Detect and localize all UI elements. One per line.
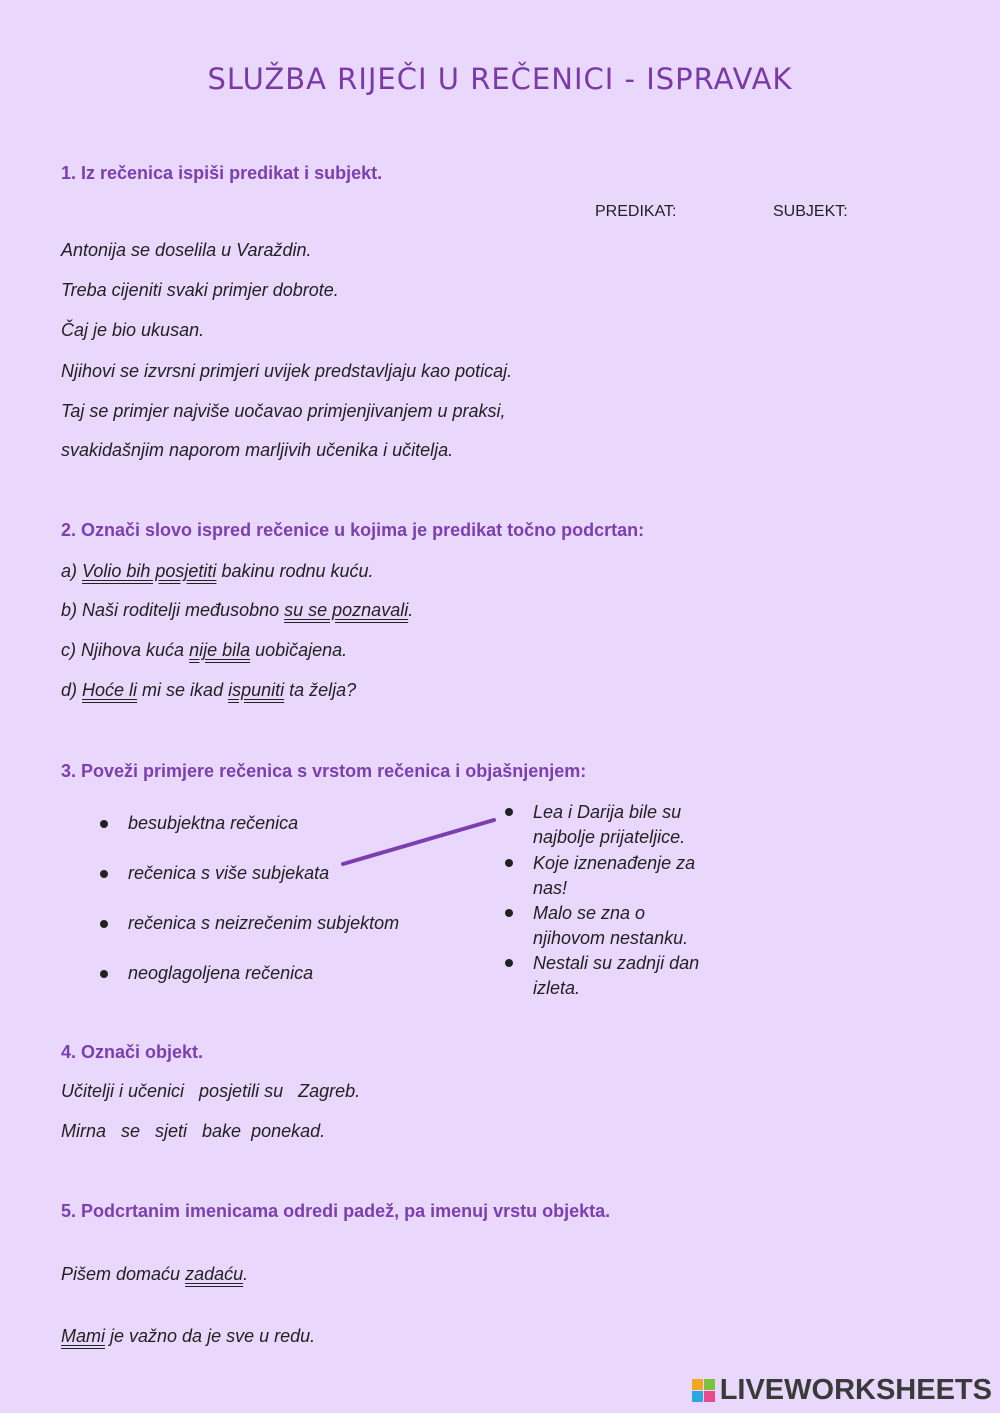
bullet-icon xyxy=(100,920,108,928)
task2-option-a[interactable] xyxy=(61,561,374,582)
match-right-label-3: Malo se zna o njihovom nestanku. xyxy=(533,903,689,948)
option-c-rest: uobičajena. xyxy=(250,640,348,660)
match-left-item-2[interactable] xyxy=(100,863,329,884)
task5-sentence-1 xyxy=(61,1264,248,1285)
liveworksheets-logo-icon xyxy=(692,1379,716,1403)
match-right-label-4: Nestali su zadnji dan izleta. xyxy=(533,953,700,998)
task5-heading: 5. Podcrtanim imenicama odredi padež, pa imenuj vrstu objekta. xyxy=(61,1201,611,1221)
bullet-icon xyxy=(100,820,108,828)
match-right-item-2[interactable] xyxy=(505,851,718,901)
option-d-underlined-1: Hoće li xyxy=(82,680,138,700)
option-d-rest: ta želja? xyxy=(284,680,357,700)
option-d-middle: mi se ikad xyxy=(137,680,229,700)
option-a-underlined: Volio bih posjetiti xyxy=(82,561,217,581)
task1-sentence-6: svakidašnjim naporom marljivih učenika i učitelja. xyxy=(61,440,454,460)
task5-s2-underlined: Mami xyxy=(61,1326,105,1346)
task5-sentence-2 xyxy=(61,1326,315,1347)
task1-sentence-2: Treba cijeniti svaki primjer dobrote. xyxy=(61,280,339,300)
match-right-item-1[interactable] xyxy=(505,800,718,850)
match-left-label-1: besubjektna rečenica xyxy=(128,813,299,833)
task2-option-c[interactable] xyxy=(61,640,347,661)
task2-option-d[interactable] xyxy=(61,680,356,701)
task1-sentence-5: Taj se primjer najviše uočavao primjenjivanjem u praksi, xyxy=(61,401,506,421)
match-left-item-4[interactable] xyxy=(100,963,313,984)
predikat-column-label: PREDIKAT: xyxy=(595,203,677,220)
match-right-label-2: Koje iznenađenje za nas! xyxy=(533,853,696,898)
task1-heading: 1. Iz rečenica ispiši predikat i subjekt. xyxy=(61,163,383,183)
task1-sentence-1: Antonija se doselila u Varaždin. xyxy=(61,240,312,260)
task5-s1-underlined: zadaću xyxy=(185,1264,244,1284)
option-d-prefix: d) xyxy=(61,680,83,700)
task3-heading: 3. Poveži primjere rečenica s vrstom rečenica i objašnjenjem: xyxy=(61,761,587,781)
option-c-prefix: c) Njihova kuća xyxy=(61,640,190,660)
task4-heading: 4. Označi objekt. xyxy=(61,1042,204,1062)
bullet-icon xyxy=(505,859,513,867)
option-a-rest: bakinu rodnu kuću. xyxy=(216,561,374,581)
option-a-prefix: a) xyxy=(61,561,83,581)
match-right-item-4[interactable] xyxy=(505,951,718,1001)
task1-sentence-4: Njihovi se izvrsni primjeri uvijek predstavljaju kao poticaj. xyxy=(61,361,513,381)
option-b-underlined: su se poznavali xyxy=(284,600,409,620)
bullet-icon xyxy=(505,959,513,967)
bullet-icon xyxy=(505,909,513,917)
match-right-item-3[interactable] xyxy=(505,901,718,951)
subjekt-column-label: SUBJEKT: xyxy=(773,203,848,220)
task4-sentence-2[interactable]: Mirna se sjeti bake ponekad. xyxy=(61,1121,326,1141)
match-left-item-1[interactable] xyxy=(100,813,298,834)
task1-sentence-3: Čaj je bio ukusan. xyxy=(61,320,205,340)
task5-s2-rest: je važno da je sve u redu. xyxy=(105,1326,316,1346)
logo-text: LIVEWORKSHEETS xyxy=(719,1374,992,1406)
task2-option-b[interactable] xyxy=(61,600,413,621)
task4-sentence-1[interactable]: Učitelji i učenici posjetili su Zagreb. xyxy=(61,1081,361,1101)
option-c-underlined: nije bila xyxy=(189,640,251,660)
option-d-underlined-2: ispuniti xyxy=(228,680,285,700)
option-b-rest: . xyxy=(408,600,414,620)
bullet-icon xyxy=(100,970,108,978)
match-left-label-2: rečenica s više subjekata xyxy=(128,863,330,883)
task2-heading: 2. Označi slovo ispred rečenice u kojima je predikat točno podcrtan: xyxy=(61,520,645,540)
liveworksheets-logo xyxy=(692,1374,992,1407)
option-b-prefix: b) Naši roditelji međusobno xyxy=(61,600,285,620)
task5-s1-rest: . xyxy=(243,1264,249,1284)
match-right-label-1: Lea i Darija bile su najbolje prijateljice. xyxy=(533,802,686,847)
bullet-icon xyxy=(100,870,108,878)
match-left-label-3: rečenica s neizrečenim subjektom xyxy=(128,913,400,933)
bullet-icon xyxy=(505,808,513,816)
page-title: SLUŽBA RIJEČI U REČENICI - ISPRAVAK xyxy=(207,62,793,96)
match-left-label-4: neoglagoljena rečenica xyxy=(128,963,314,983)
match-left-item-3[interactable] xyxy=(100,913,399,934)
task5-s1-prefix: Pišem domaću xyxy=(61,1264,186,1284)
